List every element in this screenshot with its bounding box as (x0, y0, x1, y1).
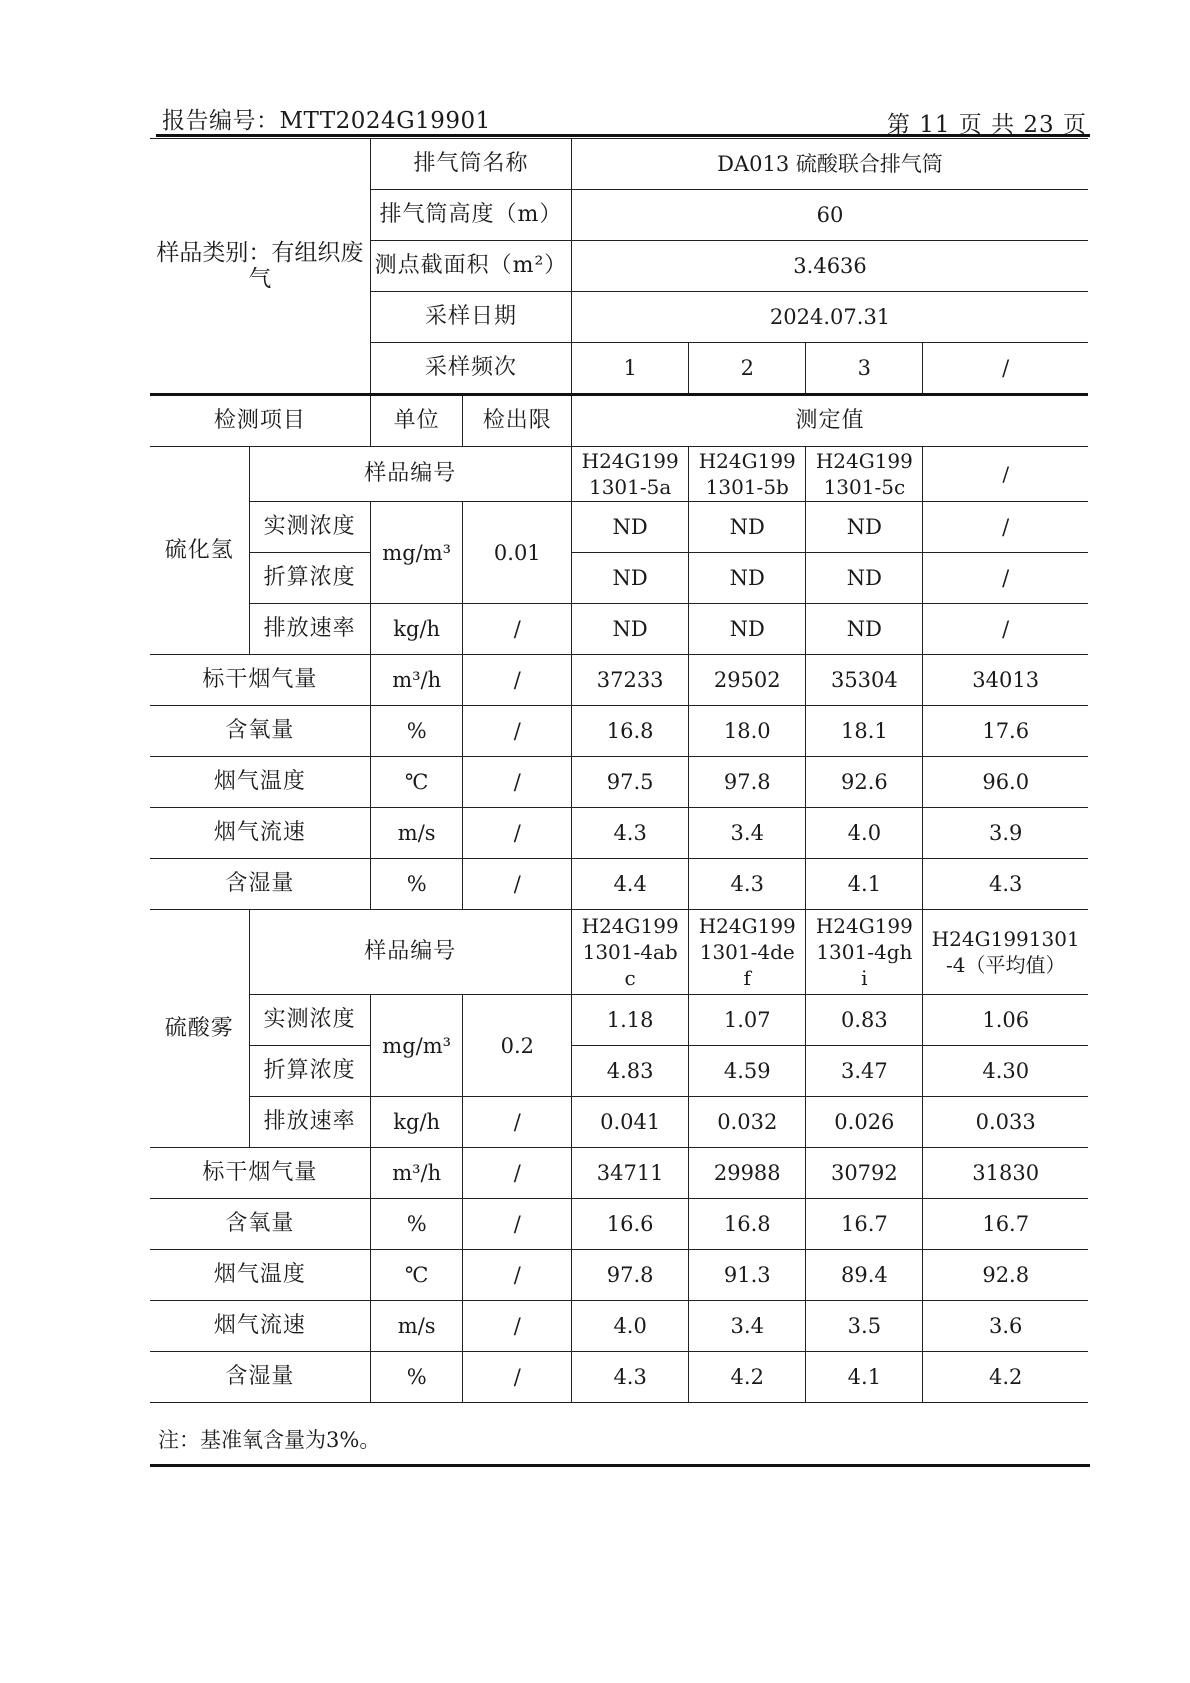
param-limit: / (463, 1199, 572, 1250)
value-cell: 92.6 (806, 757, 923, 808)
acid-param-row (150, 1352, 1088, 1403)
sample-id-cell (689, 447, 806, 502)
value-cell: 17.6 (923, 706, 1088, 757)
sample-id-line: f (743, 966, 751, 990)
param-unit: m/s (370, 1301, 463, 1352)
sample-id-line: i (861, 966, 868, 990)
sample-id-line: H24G199 (581, 914, 679, 938)
h2s-param-row (150, 757, 1088, 808)
column-header-row (150, 395, 1088, 447)
sample-id-cell (806, 910, 923, 995)
sample-id-line: H24G199 (815, 914, 913, 938)
value-cell: 4.0 (572, 1301, 689, 1352)
sample-id-line: H24G199 (815, 449, 913, 473)
acid-converted-label: 折算浓度 (249, 1046, 370, 1097)
acid-param-row (150, 1301, 1088, 1352)
sample-id-line: 1301-4ab (582, 940, 678, 964)
h2s-emission-row (150, 604, 1088, 655)
value-cell: 34013 (923, 655, 1088, 706)
param-unit: ℃ (370, 1250, 463, 1301)
value-cell: 16.6 (572, 1199, 689, 1250)
acid-param-row (150, 1250, 1088, 1301)
value-cell: 3.6 (923, 1301, 1088, 1352)
stack-height-value: 60 (572, 190, 1088, 241)
value-cell: 29988 (689, 1148, 806, 1199)
acid-measured-row (150, 995, 1088, 1046)
param-label: 烟气流速 (150, 808, 370, 859)
value-cell: 4.1 (806, 859, 923, 910)
acid-emission-unit: kg/h (370, 1097, 463, 1148)
column-header-item: 检测项目 (150, 395, 370, 447)
sample-id-cell (689, 910, 806, 995)
value-cell: 97.8 (572, 1250, 689, 1301)
param-limit: / (463, 655, 572, 706)
value-cell: ND (806, 604, 923, 655)
value-cell: 16.7 (923, 1199, 1088, 1250)
sample-id-cell (572, 910, 689, 995)
value-cell: 34711 (572, 1148, 689, 1199)
sample-id-line: 1301-4gh (816, 940, 913, 964)
value-cell: 1.06 (923, 995, 1088, 1046)
frequency-cell: 1 (572, 343, 689, 395)
value-cell: ND (572, 502, 689, 553)
value-cell: 96.0 (923, 757, 1088, 808)
value-cell: 1.18 (572, 995, 689, 1046)
param-limit: / (463, 706, 572, 757)
footnote: 注：基准氧含量为3%。 (158, 1428, 381, 1452)
value-cell: 18.1 (806, 706, 923, 757)
frequency-cell: / (923, 343, 1088, 395)
sample-category: 样品类别：有组织废气 (150, 139, 370, 395)
param-limit: / (463, 1352, 572, 1403)
h2s-emission-label: 排放速率 (249, 604, 370, 655)
value-cell: 30792 (806, 1148, 923, 1199)
value-cell: 4.3 (689, 859, 806, 910)
param-label: 含氧量 (150, 1199, 370, 1250)
value-cell: 0.041 (572, 1097, 689, 1148)
acid-sample-id-row (150, 910, 1088, 995)
h2s-param-row (150, 808, 1088, 859)
value-cell: 35304 (806, 655, 923, 706)
param-label: 标干烟气量 (150, 1148, 370, 1199)
param-unit: % (370, 1199, 463, 1250)
info-row-stack-name (150, 139, 1088, 190)
h2s-measured-label: 实测浓度 (249, 502, 370, 553)
sampling-date-value: 2024.07.31 (572, 292, 1088, 343)
value-cell: ND (689, 553, 806, 604)
h2s-item-name: 硫化氢 (150, 447, 249, 655)
h2s-measured-row (150, 502, 1088, 553)
param-label: 标干烟气量 (150, 655, 370, 706)
value-cell: 29502 (689, 655, 806, 706)
stack-height-label: 排气筒高度（m） (370, 190, 571, 241)
h2s-param-row (150, 655, 1088, 706)
sample-id-line: H24G199 (698, 449, 796, 473)
acid-conc-unit: mg/m³ (370, 995, 463, 1097)
param-label: 含湿量 (150, 1352, 370, 1403)
value-cell: 3.9 (923, 808, 1088, 859)
param-label: 烟气温度 (150, 1250, 370, 1301)
param-unit: ℃ (370, 757, 463, 808)
value-cell: 4.2 (689, 1352, 806, 1403)
value-cell: 4.30 (923, 1046, 1088, 1097)
param-label: 烟气流速 (150, 1301, 370, 1352)
sample-id-cell (572, 447, 689, 502)
param-limit: / (463, 1250, 572, 1301)
param-label: 含湿量 (150, 859, 370, 910)
acid-sample-id-label: 样品编号 (249, 910, 572, 995)
value-cell: 16.8 (572, 706, 689, 757)
value-cell: 3.4 (689, 1301, 806, 1352)
frequency-label: 采样频次 (370, 343, 571, 395)
sample-id-line: 1301-5c (823, 475, 906, 499)
h2s-converted-row (150, 553, 1088, 604)
section-area-value: 3.4636 (572, 241, 1088, 292)
h2s-sample-id-label: 样品编号 (249, 447, 572, 502)
value-cell: 91.3 (689, 1250, 806, 1301)
value-cell: 37233 (572, 655, 689, 706)
value-cell: / (923, 502, 1088, 553)
value-cell: ND (806, 553, 923, 604)
value-cell: ND (806, 502, 923, 553)
sample-id-cell (806, 447, 923, 502)
value-cell: / (923, 553, 1088, 604)
sample-id-line: 1301-5a (588, 475, 672, 499)
param-limit: / (463, 859, 572, 910)
value-cell: 4.2 (923, 1352, 1088, 1403)
report-number: 报告编号：MTT2024G19901 (162, 108, 491, 134)
sample-id-cell (923, 910, 1088, 995)
value-cell: 4.0 (806, 808, 923, 859)
param-limit: / (463, 757, 572, 808)
frequency-cell: 3 (806, 343, 923, 395)
value-cell: 1.07 (689, 995, 806, 1046)
param-label: 烟气温度 (150, 757, 370, 808)
value-cell: 3.5 (806, 1301, 923, 1352)
value-cell: 4.4 (572, 859, 689, 910)
frequency-cell: 2 (689, 343, 806, 395)
value-cell: ND (689, 502, 806, 553)
value-cell: ND (572, 604, 689, 655)
value-cell: 97.8 (689, 757, 806, 808)
param-unit: m³/h (370, 655, 463, 706)
footer-rule (150, 1464, 1090, 1467)
value-cell: 3.4 (689, 808, 806, 859)
sample-id-line: H24G1991301 (931, 927, 1080, 951)
sample-id-line: / (1002, 462, 1010, 486)
sample-id-line: H24G199 (698, 914, 796, 938)
sample-id-line: c (624, 966, 636, 990)
stack-name-value: DA013 硫酸联合排气筒 (572, 139, 1088, 190)
param-unit: m/s (370, 808, 463, 859)
acid-emission-limit: / (463, 1097, 572, 1148)
value-cell: 16.8 (689, 1199, 806, 1250)
value-cell: 97.5 (572, 757, 689, 808)
sample-id-line: 1301-4de (699, 940, 795, 964)
value-cell: 0.033 (923, 1097, 1088, 1148)
value-cell: / (923, 604, 1088, 655)
h2s-param-row (150, 706, 1088, 757)
value-cell: 31830 (923, 1148, 1088, 1199)
h2s-sample-id-row (150, 447, 1088, 502)
column-header-unit: 单位 (370, 395, 463, 447)
h2s-conc-unit: mg/m³ (370, 502, 463, 604)
stack-name-label: 排气筒名称 (370, 139, 571, 190)
value-cell: 0.83 (806, 995, 923, 1046)
value-cell: 4.59 (689, 1046, 806, 1097)
value-cell: ND (572, 553, 689, 604)
acid-measured-label: 实测浓度 (249, 995, 370, 1046)
sampling-date-label: 采样日期 (370, 292, 571, 343)
sample-id-line: H24G199 (581, 449, 679, 473)
h2s-converted-label: 折算浓度 (249, 553, 370, 604)
acid-conc-limit: 0.2 (463, 995, 572, 1097)
value-cell: ND (689, 604, 806, 655)
value-cell: 18.0 (689, 706, 806, 757)
acid-emission-label: 排放速率 (249, 1097, 370, 1148)
sample-id-line: 1301-5b (705, 475, 789, 499)
value-cell: 4.3 (923, 859, 1088, 910)
h2s-param-row (150, 859, 1088, 910)
param-limit: / (463, 808, 572, 859)
param-unit: % (370, 859, 463, 910)
acid-converted-row (150, 1046, 1088, 1097)
sample-id-cell (923, 447, 1088, 502)
value-cell: 4.1 (806, 1352, 923, 1403)
param-label: 含氧量 (150, 706, 370, 757)
column-header-limit: 检出限 (463, 395, 572, 447)
header-rule (156, 134, 1090, 137)
value-cell: 0.026 (806, 1097, 923, 1148)
value-cell: 0.032 (689, 1097, 806, 1148)
h2s-conc-limit: 0.01 (463, 502, 572, 604)
acid-param-row (150, 1148, 1088, 1199)
acid-param-row (150, 1199, 1088, 1250)
value-cell: 16.7 (806, 1199, 923, 1250)
column-header-measured: 测定值 (572, 395, 1088, 447)
param-limit: / (463, 1301, 572, 1352)
value-cell: 4.83 (572, 1046, 689, 1097)
param-limit: / (463, 1148, 572, 1199)
param-unit: % (370, 1352, 463, 1403)
value-cell: 92.8 (923, 1250, 1088, 1301)
value-cell: 89.4 (806, 1250, 923, 1301)
acid-emission-row (150, 1097, 1088, 1148)
param-unit: m³/h (370, 1148, 463, 1199)
value-cell: 4.3 (572, 808, 689, 859)
h2s-emission-limit: / (463, 604, 572, 655)
sample-id-line: -4（平均值） (945, 953, 1066, 977)
value-cell: 4.3 (572, 1352, 689, 1403)
page-header (162, 100, 1087, 136)
page-number: 第 11 页 共 23 页 (886, 112, 1087, 138)
value-cell: 3.47 (806, 1046, 923, 1097)
section-area-label: 测点截面积（m²） (370, 241, 571, 292)
acid-item-name: 硫酸雾 (150, 910, 249, 1148)
param-unit: % (370, 706, 463, 757)
h2s-emission-unit: kg/h (370, 604, 463, 655)
report-table (150, 138, 1088, 1403)
